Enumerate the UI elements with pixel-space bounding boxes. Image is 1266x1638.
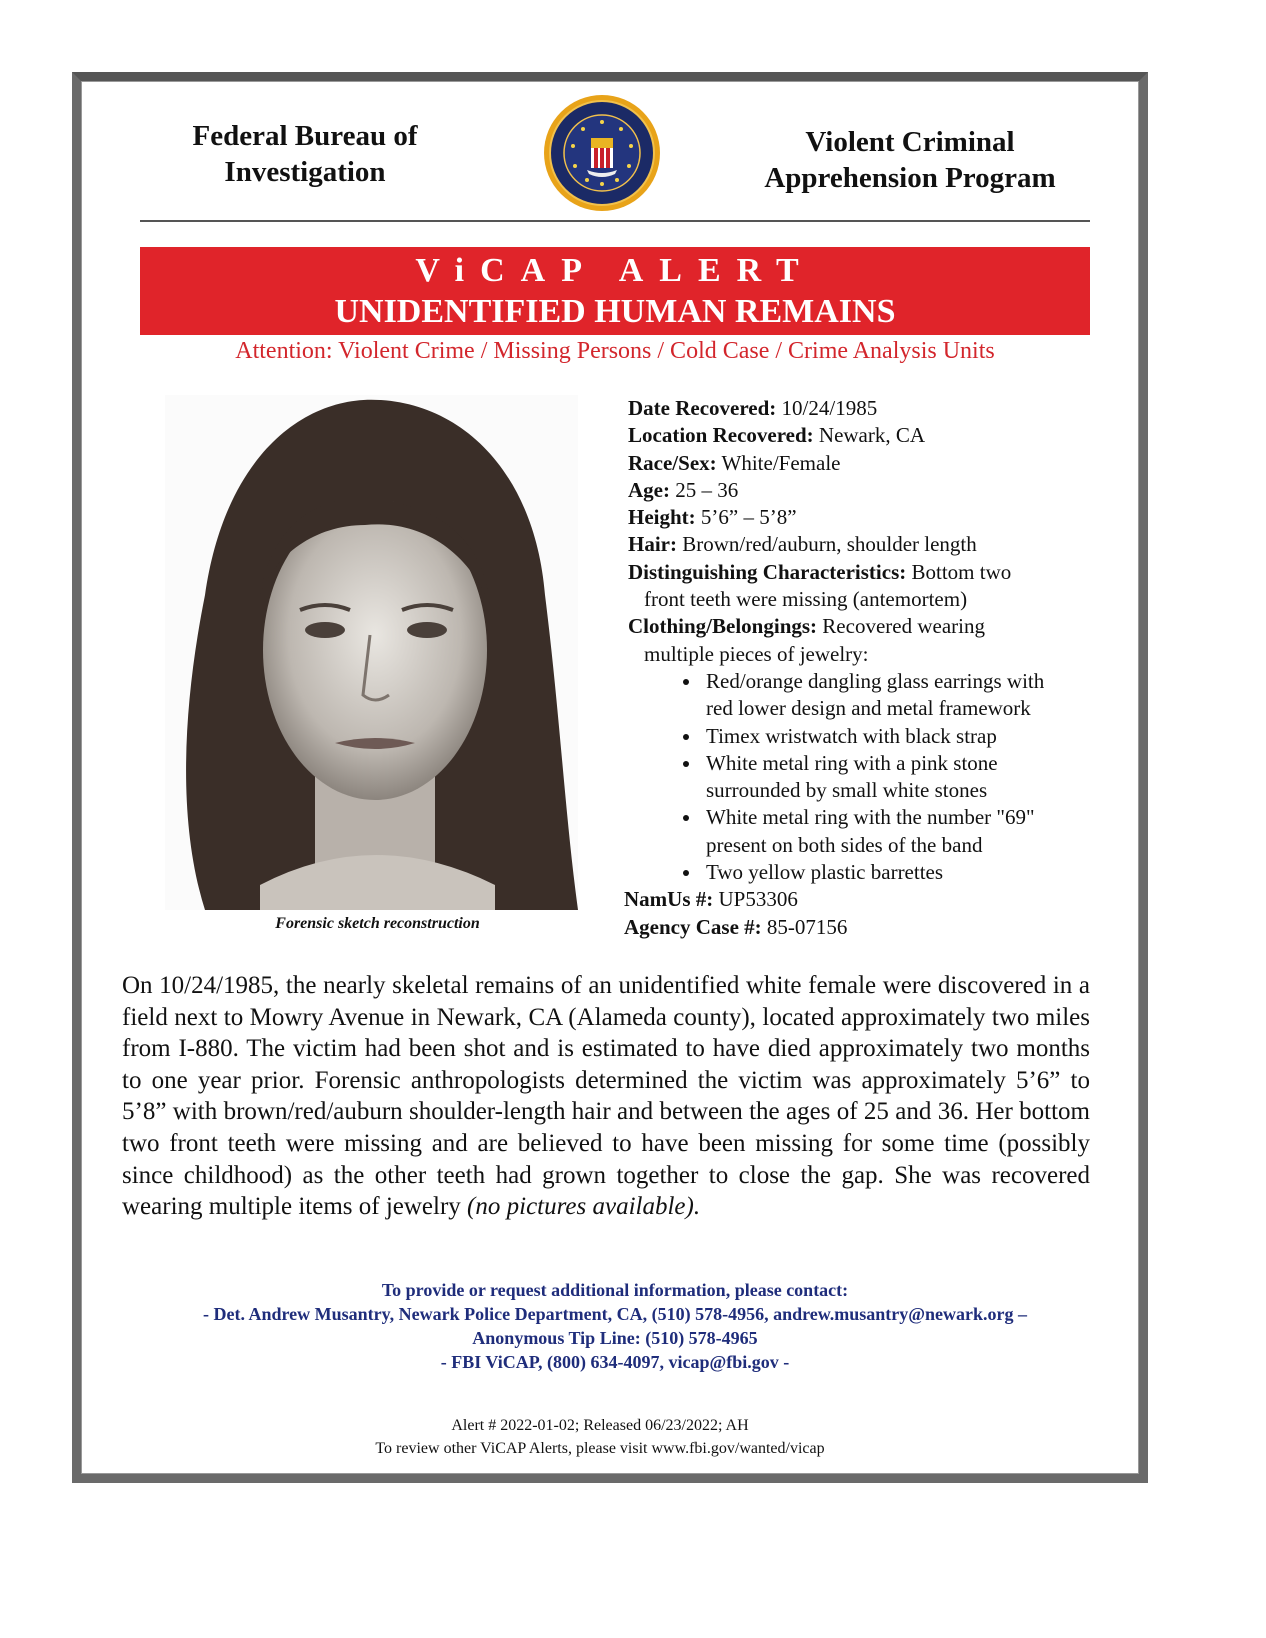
hair: Hair: Brown/red/auburn, shoulder length xyxy=(628,532,977,557)
contact-heading: To provide or request additional information, please contact: xyxy=(381,1280,849,1300)
footer xyxy=(100,1414,1100,1460)
case-details xyxy=(624,395,1098,941)
header-divider xyxy=(140,220,1090,222)
list-item: • White metal ring with the number "69" present on both sides of the band xyxy=(702,804,1098,859)
list-item: • Two yellow plastic barrettes xyxy=(702,859,1098,886)
namus-number: NamUs #: UP53306 xyxy=(624,887,798,912)
contact-tip-line[interactable]: Anonymous Tip Line: (510) 578-4965 xyxy=(472,1328,758,1348)
contact-fbi-vicap[interactable]: - FBI ViCAP, (800) 634-4097, vicap@fbi.gov - xyxy=(440,1352,790,1372)
date-recovered: Date Recovered: 10/24/1985 xyxy=(628,396,878,420)
no-pictures-note: (no pictures available). xyxy=(467,1193,701,1221)
fbi-heading xyxy=(150,118,460,190)
jewelry-list xyxy=(628,668,1098,886)
fbi-heading-line1: Federal Bureau of xyxy=(192,120,418,152)
vicap-heading xyxy=(745,124,1075,196)
list-item: • Red/orange dangling glass earrings with red lower design and metal framework xyxy=(702,668,1098,723)
distinguishing-characteristics: Distinguishing Characteristics: Bottom two front teeth were missing (antemortem) xyxy=(628,559,1012,612)
alert-subtitle: UNIDENTIFIED HUMAN REMAINS xyxy=(334,293,896,330)
clothing-belongings: Clothing/Belongings: Recovered wearing multiple pieces of jewelry: xyxy=(628,614,985,666)
vicap-heading-line2: Apprehension Program xyxy=(764,162,1056,194)
agency-case-number: Agency Case #: 85-07156 xyxy=(624,914,848,939)
case-narrative: On 10/24/1985, the nearly skeletal remains of an unidentified white female were discovered in a field next to Mowry Avenue in Newark, CA (Alameda county), located approximately two miles from I-880. The victim had been shot and is estimated to have died approximately two months to one year prior. Forensic anthropologists determined the victim was approximately 5’6” to 5’8” with brown/red/auburn shoulder-length hair and between the ages of 25 and 36. Her bottom two front teeth were missing and are believed to have been missing for some time (possibly since childhood) as the other teeth had grown together to close the gap. She was recovered wearing multiple items of jewelry (no pictures available). xyxy=(122,972,1090,1221)
contact-info xyxy=(100,1278,1130,1374)
forensic-sketch-image xyxy=(165,395,578,910)
alert-number: Alert # 2022-01-02; Released 06/23/2022; AH xyxy=(451,1417,749,1434)
list-item: • Timex wristwatch with black strap xyxy=(702,723,1098,750)
location-recovered: Location Recovered: Newark, CA xyxy=(628,423,926,448)
list-item: • White metal ring with a pink stone surrounded by small white stones xyxy=(702,750,1098,805)
review-link-text[interactable]: To review other ViCAP Alerts, please visit www.fbi.gov/wanted/vicap xyxy=(375,1440,825,1457)
vicap-heading-line1: Violent Criminal xyxy=(805,126,1015,158)
photo-caption: Forensic sketch reconstruction xyxy=(275,915,480,932)
height: Height: 5’6” – 5’8” xyxy=(628,505,797,530)
contact-detective[interactable]: - Det. Andrew Musantry, Newark Police Department, CA, (510) 578-4956, andrew.musantry@newark.org – xyxy=(203,1304,1027,1324)
alert-title: ViCAP ALERT xyxy=(415,252,815,289)
attention-line: Attention: Violent Crime / Missing Persons / Cold Case / Crime Analysis Units xyxy=(235,338,995,364)
age: Age: 25 – 36 xyxy=(628,477,739,502)
fbi-seal-logo xyxy=(543,94,661,212)
race-sex: Race/Sex: White/Female xyxy=(628,450,841,475)
alert-banner xyxy=(140,247,1090,335)
fbi-heading-line2: Investigation xyxy=(224,156,386,188)
